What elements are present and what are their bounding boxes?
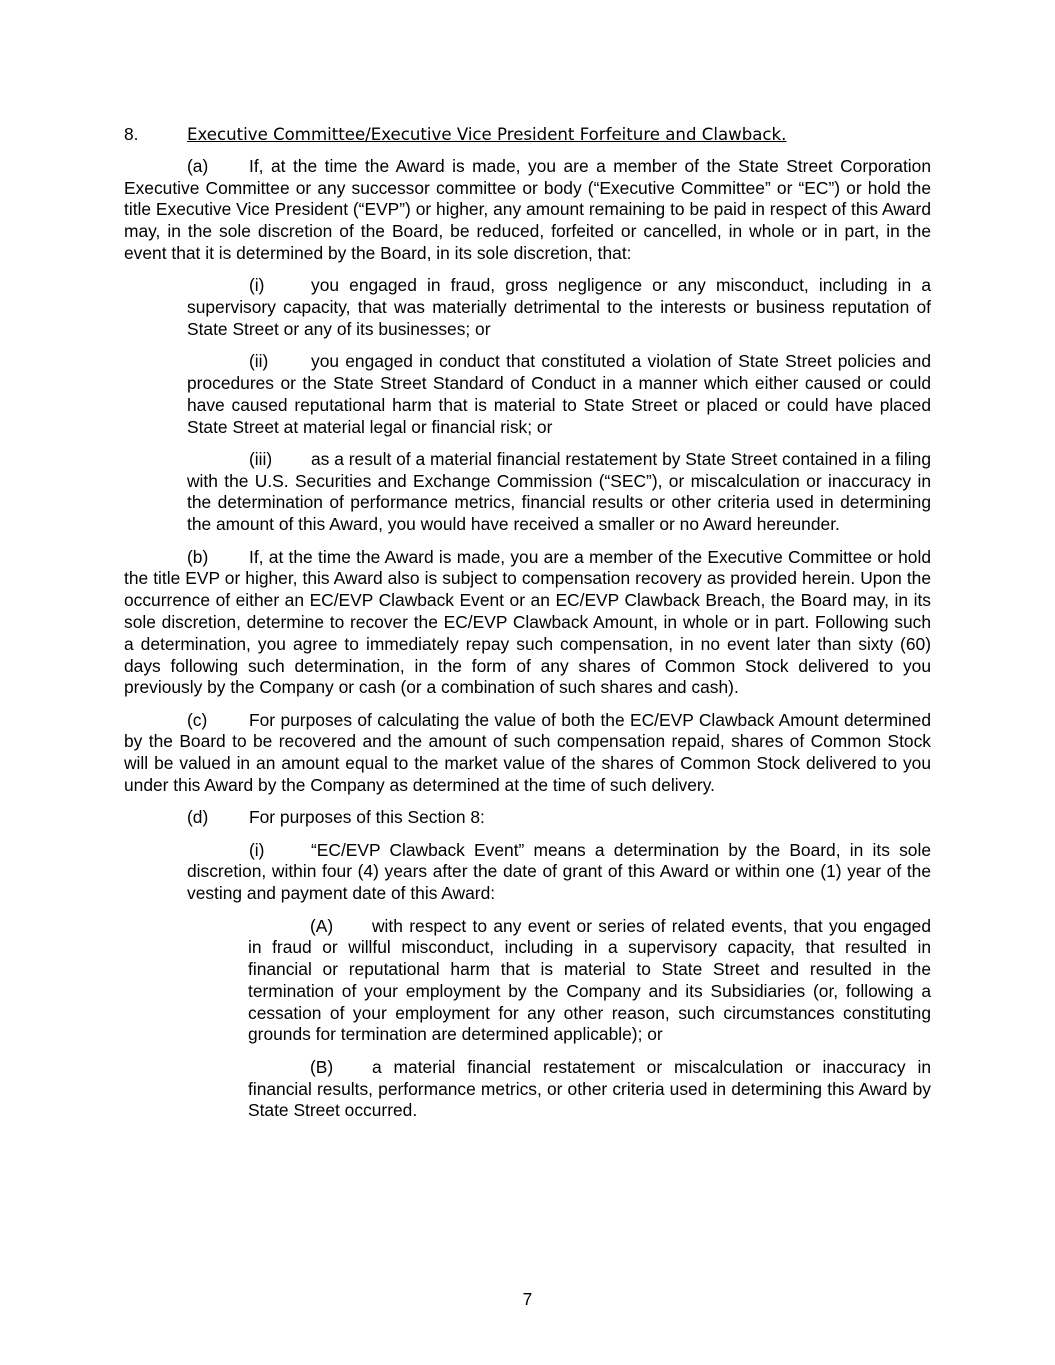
paragraph-label: (B) bbox=[310, 1056, 334, 1077]
document-page bbox=[124, 124, 931, 1133]
paragraph-a-ii bbox=[187, 351, 931, 438]
paragraph-d-i bbox=[187, 840, 931, 905]
paragraph-label: (i) bbox=[249, 839, 265, 860]
paragraph-text: For purposes of calculating the value of both the EC/EVP Clawback Amount determined by the Board to be recovered and the amount of such compensation repaid, shares of Common Stock will be valued in an amount equal to the market value of the shares of Common Stock delivered to you under this Award by the Company as determined at the time of such delivery. bbox=[124, 709, 931, 796]
paragraph-d-i-a bbox=[248, 916, 931, 1047]
paragraph-text: you engaged in fraud, gross negligence or any misconduct, including in a supervisory capacity, that was materially detrimental to the interests or business reputation of State Street or any of its businesses; or bbox=[187, 275, 931, 339]
paragraph-c bbox=[124, 710, 931, 797]
paragraph-label: (ii) bbox=[249, 351, 269, 372]
paragraph-text: If, at the time the Award is made, you are a member of the Executive Committee or hold the title EVP or higher, this Award also is subject to compensation recovery as provided herein. Upon the occurrence of either an EC/EVP Clawback Event or an EC/EVP Clawback Breach, the Board may, in its sole discretion, determine to recover the EC/EVP Clawback Amount, in whole or in part. Following such a determination, you agree to immediately repay such compensation, in no event later than sixty (60) days following such determination, in the form of any shares of Common Stock delivered to you previously by the Company or cash (or a combination of such shares and cash). bbox=[124, 546, 931, 698]
page-number: 7 bbox=[522, 1289, 533, 1309]
paragraph-text: with respect to any event or series of related events, that you engaged in fraud or willful misconduct, including in a supervisory capacity, that resulted in financial or reputational harm that is material to State Street and resulted in the termination of your employment by the Company and its Subsidiaries (or, following a cessation of your employment for any other reason, such circumstances constituting grounds for termination are determined applicable); or bbox=[248, 915, 931, 1045]
paragraph-text: For purposes of this Section 8: bbox=[249, 807, 485, 828]
section-heading bbox=[124, 124, 931, 146]
paragraph-d-i-b bbox=[248, 1057, 931, 1122]
section-number: 8. bbox=[124, 124, 139, 144]
paragraph-a-iii bbox=[187, 449, 931, 536]
paragraph-label: (A) bbox=[310, 915, 334, 936]
paragraph-b bbox=[124, 547, 931, 700]
paragraph-label: (b) bbox=[187, 546, 209, 567]
paragraph-text: a material financial restatement or miscalculation or inaccuracy in financial results, performance metrics, or other criteria used in determining this Award by State Street occurred. bbox=[248, 1056, 931, 1121]
paragraph-label: (a) bbox=[187, 155, 209, 176]
paragraph-text: “EC/EVP Clawback Event” means a determination by the Board, in its sole discretion, within four (4) years after the date of grant of this Award or within one (1) year of the vesting and payment date of this Award: bbox=[187, 839, 931, 904]
paragraph-label: (i) bbox=[249, 275, 265, 296]
section-title: Executive Committee/Executive Vice President Forfeiture and Clawback. bbox=[187, 125, 787, 144]
paragraph-text: you engaged in conduct that constituted a violation of State Street policies and procedures or the State Street Standard of Conduct in a manner which either caused or could have caused reputational harm that is material to State Street or placed or could have placed State Street at material legal or financial risk; or bbox=[187, 351, 931, 437]
paragraph-label: (iii) bbox=[249, 448, 273, 469]
paragraph-d bbox=[124, 807, 931, 829]
paragraph-label: (d) bbox=[187, 807, 209, 828]
paragraph-label: (c) bbox=[187, 709, 208, 730]
paragraph-text: as a result of a material financial restatement by State Street contained in a filing with the U.S. Securities and Exchange Commission (“SEC”), or miscalculation or inaccuracy in the determination of performance metrics, financial results or other criteria used in determining the amount of this Award, you would have received a smaller or no Award hereunder. bbox=[187, 448, 931, 535]
paragraph-text: If, at the time the Award is made, you are a member of the State Street Corporation Executive Committee or any successor committee or body (“Executive Committee” or “EC”) or hold the title Executive Vice President (“EVP”) or higher, any amount remaining to be paid in respect of this Award may, in the sole discretion of the Board, be reduced, forfeited or cancelled, in whole or in part, in the event that it is determined by the Board, in its sole discretion, that: bbox=[124, 155, 931, 263]
paragraph-a bbox=[124, 156, 931, 265]
paragraph-a-i bbox=[187, 275, 931, 340]
